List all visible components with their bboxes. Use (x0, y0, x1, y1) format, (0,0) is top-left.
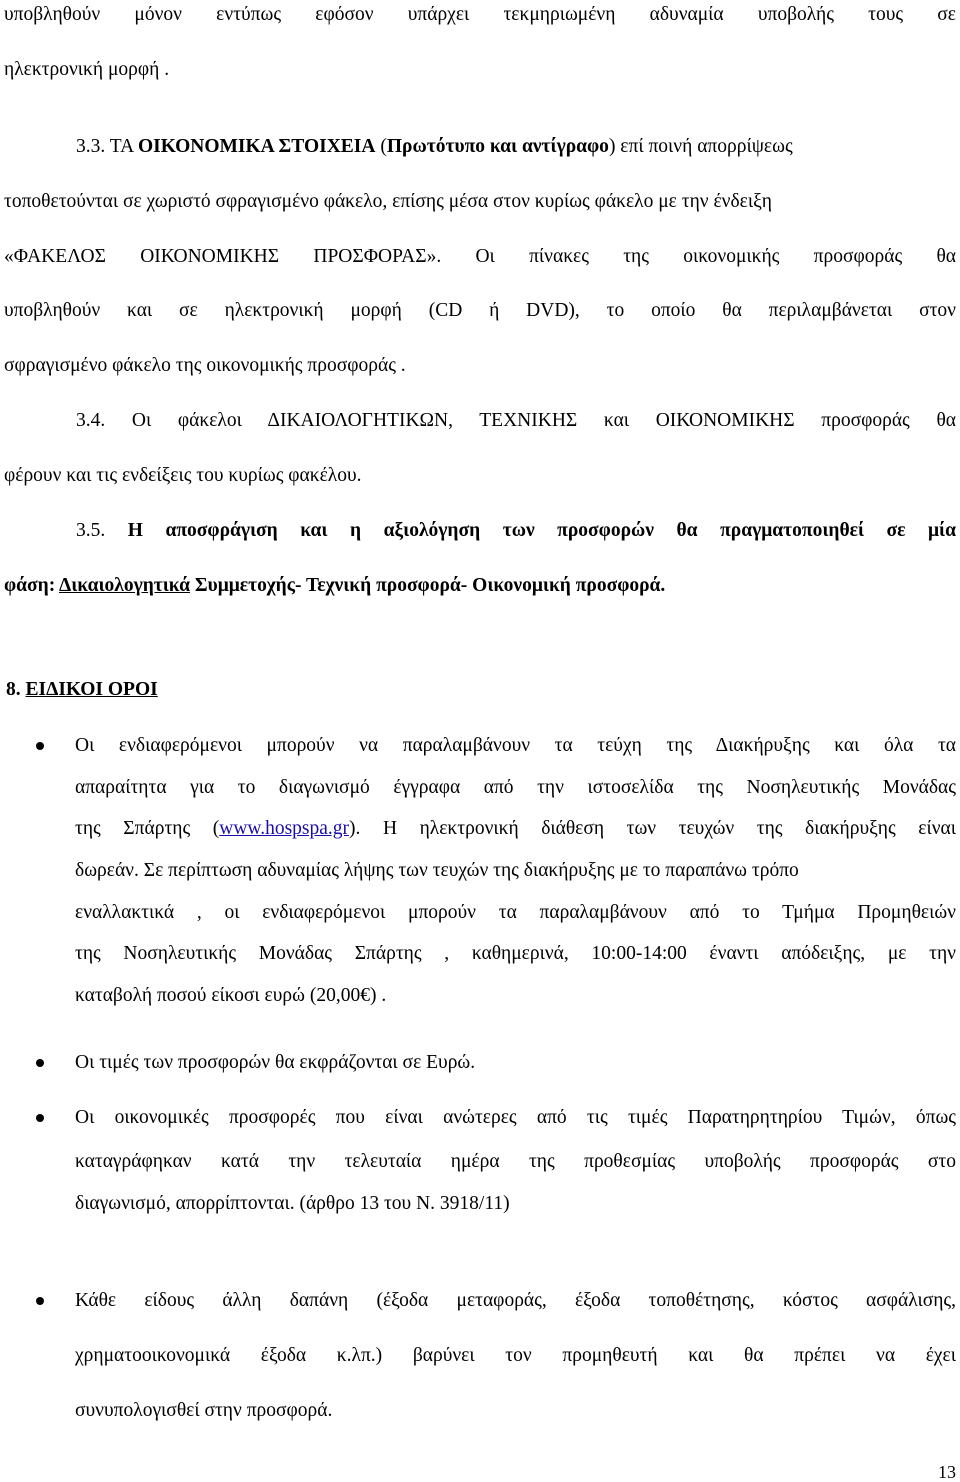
bullet-icon (36, 1059, 44, 1067)
paragraph-line: σφραγισμένο φάκελο της οικονομικής προσφοράς . (4, 355, 406, 376)
bullet-text-line: Οι οικονομικές προσφορές που είναι ανώτερες από τις τιμές Παρατηρητηρίου Τιμών, όπως (75, 1107, 956, 1128)
paragraph-line: υποβληθούν και σε ηλεκτρονική μορφή (CD ή DVD), το οποίο θα περιλαμβάνεται στον (4, 300, 956, 321)
bullet-text-line: απαραίτητα για το διαγωνισμό έγγραφα από την ιστοσελίδα της Νοσηλευτικής Μονάδας (75, 777, 956, 798)
paragraph-line: «ΦΑΚΕΛΟΣ ΟΙΚΟΝΟΜΙΚΗΣ ΠΡΟΣΦΟΡΑΣ». Οι πίνακες της οικονομικής προσφοράς θα (4, 246, 956, 267)
paragraph-line: τοποθετούνται σε χωριστό σφραγισμένο φάκελο, επίσης μέσα στον κυρίως φάκελο με την ένδειξη (4, 191, 772, 212)
bullet-icon (36, 742, 44, 750)
clause-3-3-line: 3.3. ΤΑ ΟΙΚΟΝΟΜΙΚΑ ΣΤΟΙΧΕΙΑ (Πρωτότυπο και αντίγραφο) επί ποινή απορρίψεως (76, 136, 793, 157)
bullet-text-line: χρηματοοικονομικά έξοδα κ.λπ.) βαρύνει τον προμηθευτή και θα πρέπει να έχει (75, 1345, 956, 1366)
bullet-icon (36, 1297, 44, 1305)
bullet-text-line: διαγωνισμό, απορρίπτονται. (άρθρο 13 του Ν. 3918/11) (75, 1193, 510, 1214)
clause-3-4-line: 3.4. Οι φάκελοι ΔΙΚΑΙΟΛΟΓΗΤΙΚΩΝ, ΤΕΧΝΙΚΗΣ και ΟΙΚΟΝΟΜΙΚΗΣ προσφοράς θα (76, 410, 956, 431)
page-number: 13 (938, 1462, 956, 1482)
paragraph-line: φάση: Δικαιολογητικά Συμμετοχής- Τεχνική προσφορά- Οικονομική προσφορά. (4, 575, 666, 596)
clause-3-5-line: 3.5. Η αποσφράγιση και η αξιολόγηση των προσφορών θα πραγματοποιηθεί σε μία (76, 520, 956, 541)
bullet-text-line: συνυπολογισθεί στην προσφορά. (75, 1400, 333, 1421)
bullet-text-line: Οι τιμές των προσφορών θα εκφράζονται σε Ευρώ. (75, 1052, 476, 1073)
bullet-text-line: δωρεάν. Σε περίπτωση αδυναμίας λήψης των τευχών της διακήρυξης με το παραπάνω τρόπο (75, 860, 799, 881)
paragraph-line: φέρουν και τις ενδείξεις του κυρίως φακέλου. (4, 465, 362, 486)
bullet-text-line: Κάθε είδους άλλη δαπάνη (έξοδα μεταφοράς, έξοδα τοποθέτησης, κόστος ασφάλισης, (75, 1290, 956, 1311)
clause-number: 3.3. (76, 136, 110, 157)
paragraph-line: υποβληθούν μόνον εντύπως εφόσον υπάρχει τεκμηριωμένη αδυναμία υποβολής τους σε (4, 4, 956, 25)
section-title: ΕΙΔΙΚΟΙ ΟΡΟΙ (25, 679, 158, 700)
section-number: 8. (6, 679, 26, 700)
bullet-text-line: καταγράφηκαν κατά την τελευταία ημέρα της προθεσμίας υποβολής προσφοράς στο (75, 1151, 956, 1172)
paragraph-line: ηλεκτρονική μορφή . (4, 59, 170, 80)
section-heading (6, 678, 958, 702)
bullet-icon (36, 1114, 44, 1122)
website-link[interactable]: www.hospspa.gr (219, 818, 350, 839)
bullet-text-line: της Σπάρτης (www.hospspa.gr). Η ηλεκτρονική διάθεση των τευχών της διακήρυξης είναι (75, 818, 956, 839)
bullet-text-line: καταβολή ποσού είκοσι ευρώ (20,00€) . (75, 985, 387, 1006)
bullet-text-line: Οι ενδιαφερόμενοι μπορούν να παραλαμβάνουν τα τεύχη της Διακήρυξης και όλα τα (75, 735, 956, 756)
bullet-text-line: εναλλακτικά , οι ενδιαφερόμενοι μπορούν τα παραλαμβάνουν από το Τμήμα Προμηθειών (75, 902, 956, 923)
bullet-text-line: της Νοσηλευτικής Μονάδας Σπάρτης , καθημερινά, 10:00-14:00 έναντι απόδειξης, με την (75, 943, 956, 964)
